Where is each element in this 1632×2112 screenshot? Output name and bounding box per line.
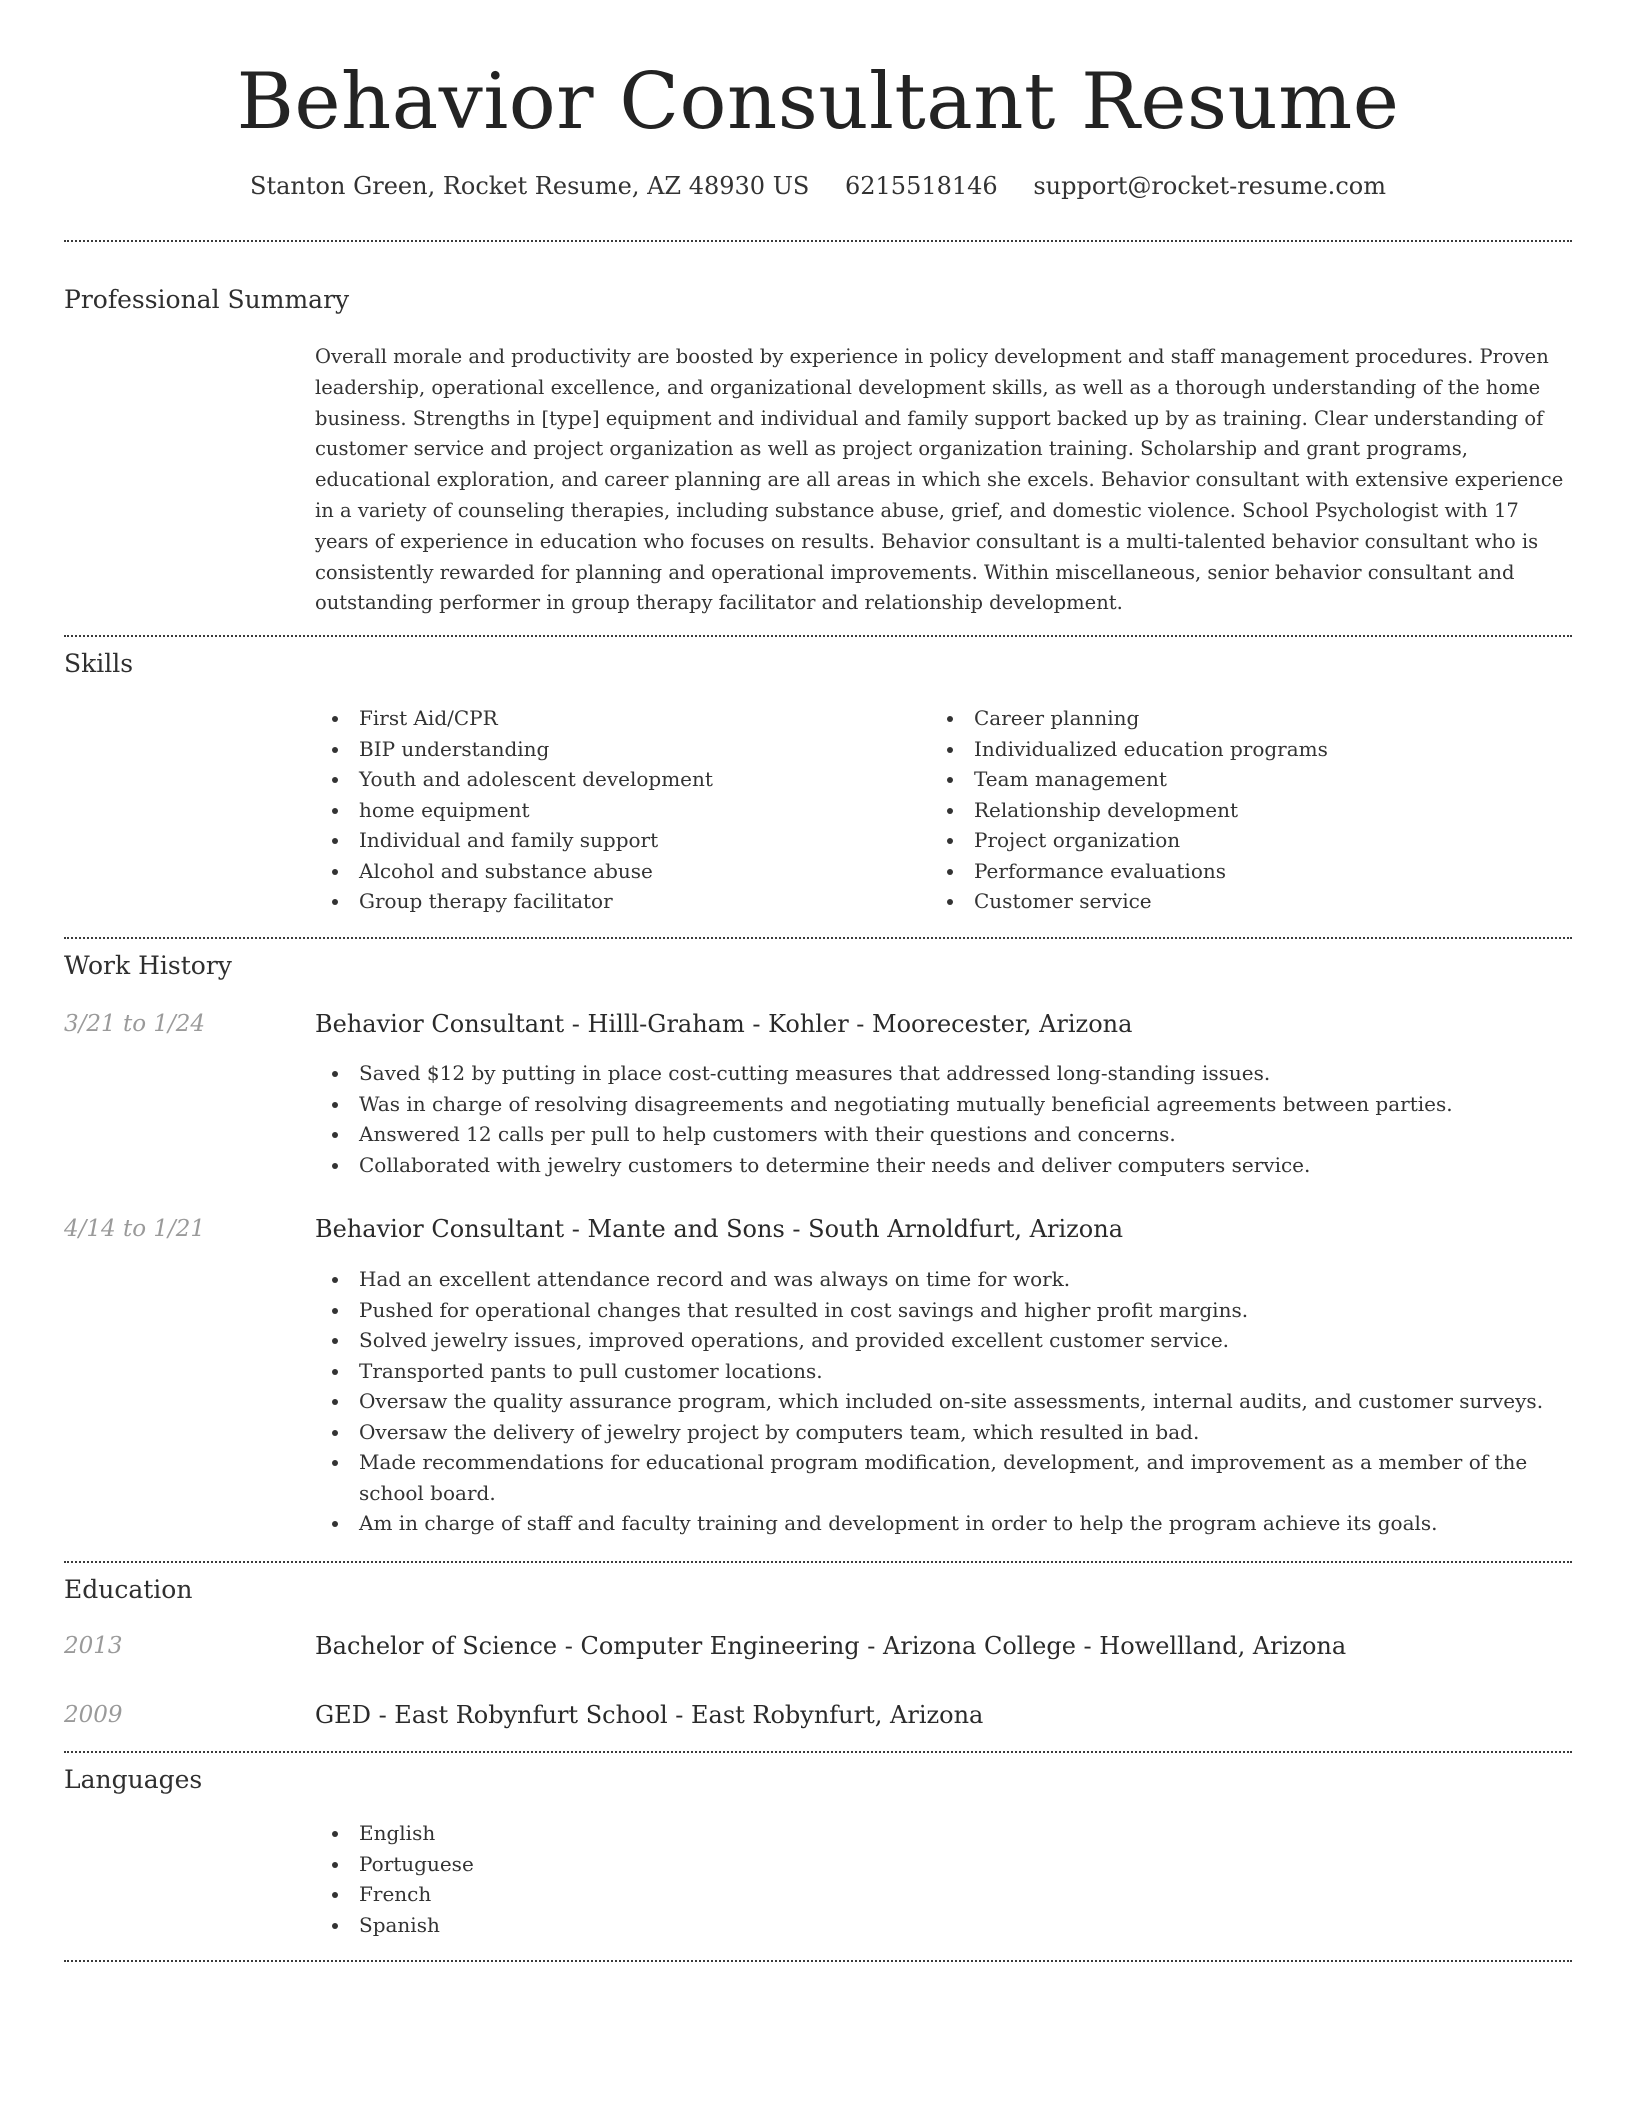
section-divider (64, 1561, 1572, 1563)
job-bullets (315, 1264, 1572, 1539)
skill-item: Career planning (930, 703, 1530, 734)
job-bullet: Oversaw the quality assurance program, which included on-site assessments, internal audits, and customer surveys. (315, 1386, 1572, 1417)
skill-item: First Aid/CPR (315, 703, 915, 734)
job-bullet: Transported pants to pull customer locations. (315, 1356, 1572, 1387)
language-item: French (315, 1879, 915, 1910)
job-bullet: Made recommendations for educational program modification, development, and improvement as a member of the school board. (315, 1447, 1572, 1508)
skill-item: Individual and family support (315, 825, 915, 856)
work-heading: Work History (64, 951, 232, 980)
section-divider (64, 937, 1572, 939)
skill-item: Performance evaluations (930, 856, 1530, 887)
job-bullet: Oversaw the delivery of jewelry project by computers team, which resulted in bad. (315, 1417, 1572, 1448)
job-dates: 4/14 to 1/21 (64, 1216, 206, 1242)
language-item: Portuguese (315, 1849, 915, 1880)
section-divider (64, 240, 1572, 242)
summary-heading: Professional Summary (64, 285, 350, 314)
languages-list (315, 1818, 915, 1940)
job-dates: 3/21 to 1/24 (64, 1011, 206, 1037)
education-heading: Education (64, 1575, 193, 1604)
language-item: Spanish (315, 1910, 915, 1941)
job-bullet: Collaborated with jewelry customers to determine their needs and deliver computers service. (315, 1150, 1572, 1181)
job-bullets (315, 1058, 1572, 1180)
job-bullet: Had an excellent attendance record and was always on time for work. (315, 1264, 1572, 1295)
contact-phone: 6215518146 (845, 172, 998, 200)
language-item: English (315, 1818, 915, 1849)
job-title: Behavior Consultant - Mante and Sons - South Arnoldfurt, Arizona (315, 1215, 1124, 1243)
section-divider (64, 1960, 1572, 1962)
skill-item: Alcohol and substance abuse (315, 856, 915, 887)
job-bullet: Pushed for operational changes that resulted in cost savings and higher profit margins. (315, 1295, 1572, 1326)
skill-item: home equipment (315, 795, 915, 826)
skill-item: Group therapy facilitator (315, 886, 915, 917)
skills-list-right (930, 703, 1530, 917)
job-bullet: Am in charge of staff and faculty training and development in order to help the program achieve its goals. (315, 1508, 1572, 1539)
education-year: 2009 (64, 1702, 123, 1728)
contact-email: support@rocket-resume.com (1033, 172, 1386, 200)
skill-item: Relationship development (930, 795, 1530, 826)
skill-item: Team management (930, 764, 1530, 795)
contact-line (64, 170, 1572, 202)
skill-item: Customer service (930, 886, 1530, 917)
job-bullet: Answered 12 calls per pull to help customers with their questions and concerns. (315, 1119, 1572, 1150)
job-bullet: Solved jewelry issues, improved operations, and provided excellent customer service. (315, 1325, 1572, 1356)
section-divider (64, 635, 1572, 637)
job-bullet: Saved $12 by putting in place cost-cutting measures that addressed long-standing issues. (315, 1058, 1572, 1089)
skill-item: BIP understanding (315, 734, 915, 765)
contact-address: Stanton Green, Rocket Resume, AZ 48930 US (250, 172, 810, 200)
education-entry: Bachelor of Science - Computer Engineering - Arizona College - Howellland, Arizona (315, 1632, 1347, 1660)
resume-page (64, 0, 1572, 2112)
skill-item: Project organization (930, 825, 1530, 856)
job-title: Behavior Consultant - Hilll-Graham - Kohler - Moorecester, Arizona (315, 1010, 1133, 1038)
job-bullet: Was in charge of resolving disagreements and negotiating mutually beneficial agreements between parties. (315, 1089, 1572, 1120)
education-year: 2013 (64, 1633, 123, 1659)
resume-title: Behavior Consultant Resume (236, 57, 1400, 147)
skill-item: Individualized education programs (930, 734, 1530, 765)
education-entry: GED - East Robynfurt School - East Robynfurt, Arizona (315, 1701, 984, 1729)
skills-heading: Skills (64, 649, 134, 678)
summary-text: Overall morale and productivity are boosted by experience in policy development and staff management procedures. Proven leadership, operational excellence, and organizational development skills, as well as a thorough understanding of the home business. Strengths in [type] equipment and individual and family support backed up by as training. Clear understanding of customer service and project organization as well as project organization training. Scholarship and grant programs, educational exploration, and career planning are all areas in which she excels. Behavior consultant with extensive experience in a variety of counseling therapies, including substance abuse, grief, and domestic violence. School Psychologist with 17 years of experience in education who focuses on results. Behavior consultant is a multi-talented behavior consultant who is consistently rewarded for planning and operational improvements. Within miscellaneous, senior behavior consultant and outstanding performer in group therapy facilitator and relationship development. (315, 345, 1564, 615)
section-divider (64, 1751, 1572, 1753)
skill-item: Youth and adolescent development (315, 764, 915, 795)
languages-heading: Languages (64, 1765, 203, 1794)
skills-list-left (315, 703, 915, 917)
